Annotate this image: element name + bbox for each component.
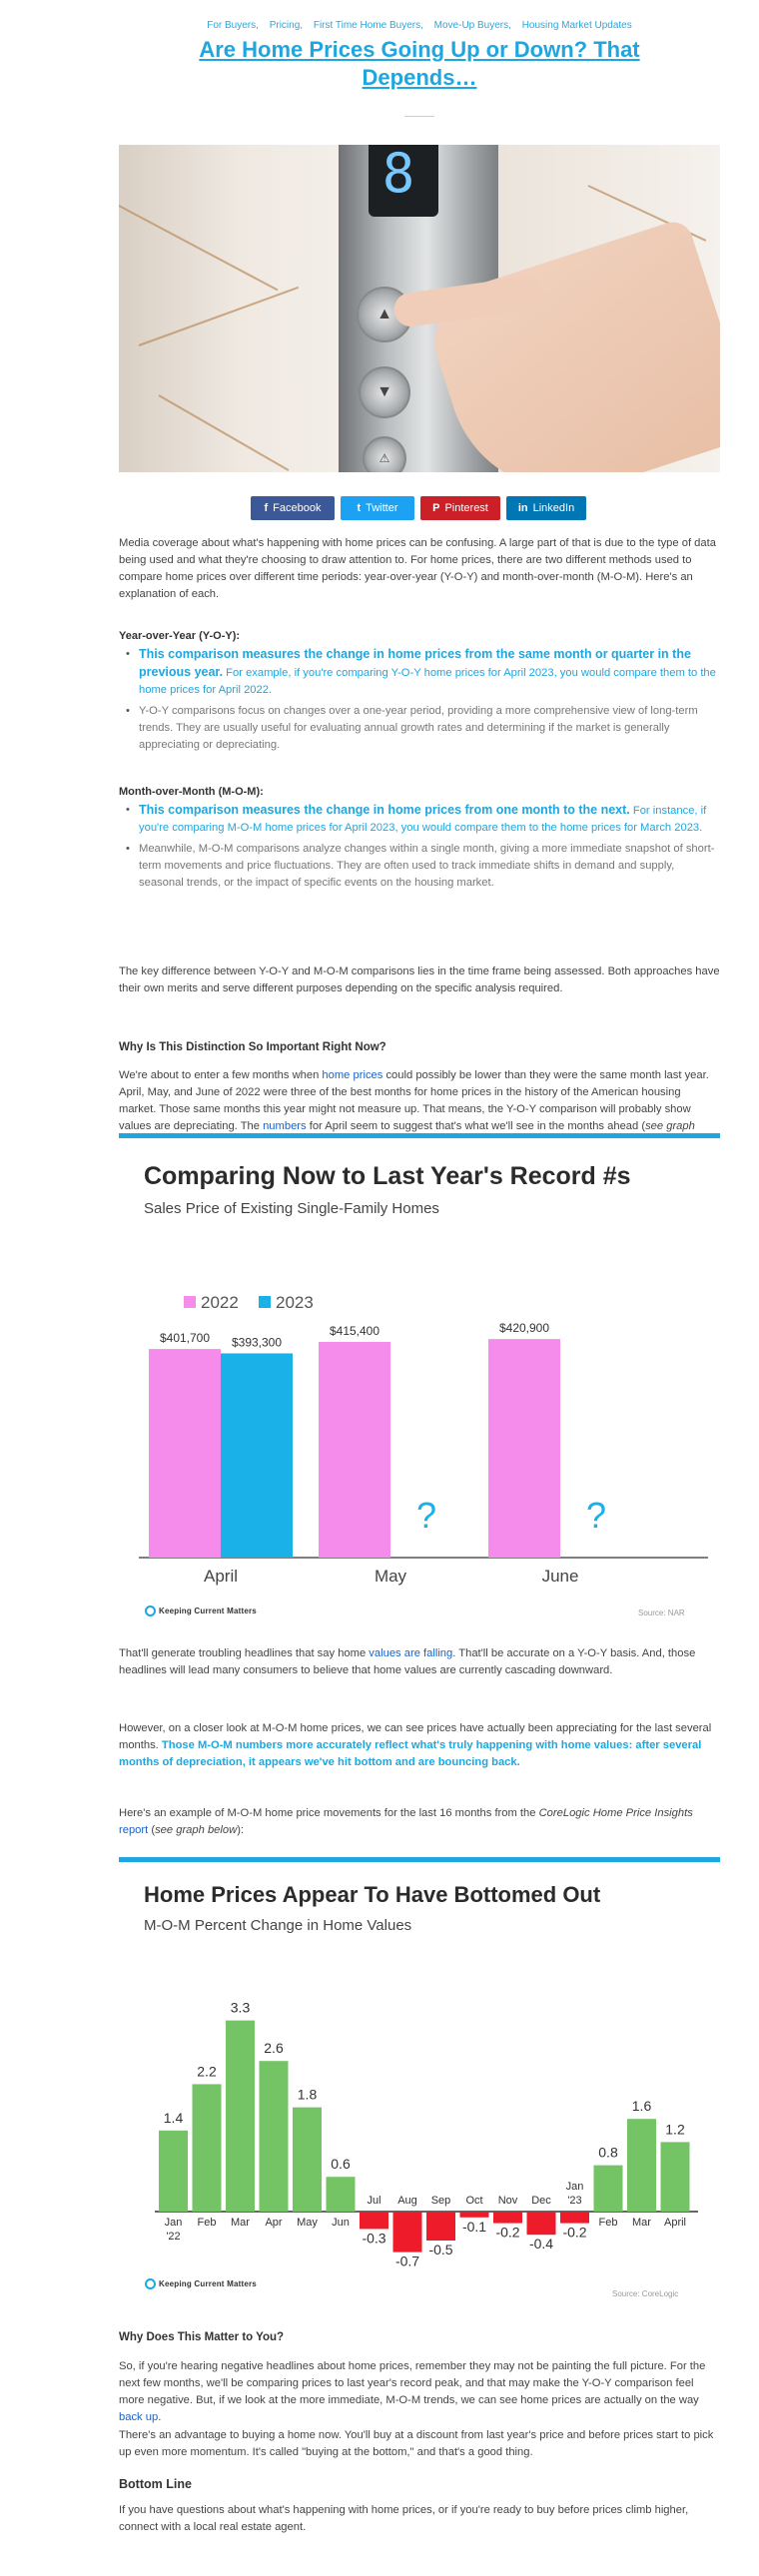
share-linkedin-button[interactable] bbox=[506, 496, 586, 520]
bar-2023-april bbox=[221, 1353, 293, 1558]
x-tick-label: Feb bbox=[598, 2217, 618, 2229]
down-arrow-icon: ▼ bbox=[377, 383, 392, 400]
kcm-logo bbox=[145, 1606, 257, 1616]
data-label: 2.6 bbox=[264, 2040, 284, 2057]
category-link[interactable]: Move-Up Buyers, bbox=[433, 20, 511, 31]
data-label: 1.4 bbox=[163, 2109, 184, 2126]
share-label: LinkedIn bbox=[532, 502, 575, 514]
x-tick-label: Jun bbox=[332, 2217, 350, 2229]
bar-may bbox=[293, 2108, 322, 2212]
data-label: 1.6 bbox=[631, 2098, 652, 2115]
list-text: For example, if you're comparing Y-O-Y home prices for April 2023, you would compare them to the home prices for April 2022. bbox=[139, 667, 716, 696]
x-tick-label: Mar bbox=[231, 2217, 250, 2229]
brand-text: Keeping Current Matters bbox=[159, 1607, 257, 1615]
category-link[interactable]: For Buyers, bbox=[207, 20, 259, 31]
text: We're about to enter a few months when bbox=[119, 1069, 323, 1081]
text: for April seem to suggest that's what we'll see in the months ahead ( bbox=[306, 1120, 646, 1132]
x-tick-label: Jan bbox=[164, 2217, 183, 2229]
however-paragraph bbox=[119, 1720, 720, 1771]
x-tick-label: Jan bbox=[565, 2181, 584, 2193]
matter-paragraph bbox=[119, 2358, 720, 2426]
bar-apr bbox=[260, 2061, 289, 2212]
legend-label: 2022 bbox=[201, 1293, 239, 1312]
category-link[interactable]: Pricing, bbox=[269, 20, 304, 31]
kcm-logo bbox=[145, 2278, 257, 2289]
matter-heading: Why Does This Matter to You? bbox=[119, 2331, 285, 2343]
facebook-icon: f bbox=[264, 502, 269, 514]
chart-1 bbox=[119, 1138, 720, 1627]
text: see graph below bbox=[155, 1824, 238, 1836]
bottom-line-paragraph: If you have questions about what's happening with home prices, or if you're ready to buy before prices climb higher, connect with a local real estate agent. bbox=[119, 2504, 689, 2533]
highlight-text: This comparison measures the change in home prices from one month to the next. bbox=[139, 803, 630, 817]
title-divider bbox=[404, 116, 434, 117]
kcm-logo-icon bbox=[145, 1606, 156, 1616]
marble-vein bbox=[159, 394, 290, 471]
share-label: Pinterest bbox=[444, 502, 488, 514]
bar-sep bbox=[426, 2212, 455, 2241]
bar-jan-23 bbox=[560, 2212, 589, 2224]
bar-oct bbox=[460, 2212, 489, 2218]
data-label: 1.2 bbox=[665, 2121, 685, 2138]
chart-title: Home Prices Appear To Have Bottomed Out bbox=[144, 1882, 601, 1907]
alarm-icon: ⚠ bbox=[379, 451, 390, 465]
data-label: -0.4 bbox=[528, 2236, 554, 2253]
floor-digit: 8 bbox=[381, 145, 415, 205]
text: . bbox=[158, 2411, 162, 2423]
twitter-icon: t bbox=[357, 502, 362, 514]
brand-text: Keeping Current Matters bbox=[159, 2279, 257, 2288]
mom-heading: Month-over-Month (M-O-M): bbox=[119, 786, 264, 798]
x-tick-label: '22 bbox=[166, 2231, 181, 2243]
data-label: -0.3 bbox=[362, 2230, 386, 2247]
bar-aug bbox=[393, 2212, 422, 2253]
x-tick-label: June bbox=[541, 1567, 579, 1586]
list-item bbox=[119, 841, 720, 892]
x-tick-label: May bbox=[374, 1567, 407, 1586]
report-link[interactable]: report bbox=[119, 1824, 149, 1836]
x-tick-label: Oct bbox=[465, 2195, 483, 2207]
pinterest-icon: P bbox=[432, 502, 440, 514]
bar-feb bbox=[193, 2084, 222, 2212]
data-label: 3.3 bbox=[230, 1999, 251, 2016]
bar-mar bbox=[226, 2021, 255, 2212]
bar-mar bbox=[627, 2119, 656, 2212]
values-falling-link[interactable]: values are falling bbox=[369, 1647, 453, 1659]
text: So, if you're hearing negative headlines about home prices, remember they may not be painting the full picture. For the next few months, we'll be comparing prices to last year's record peak, and that may make the Y-O-Y comparison feel more negative. But, if we look at the more immediate, M-O-M trends, we can see home prices are actually on the way bbox=[119, 2360, 706, 2406]
text: However, on a closer look at M-O-M home prices, we can see prices have actually been appreciating for the last several months. bbox=[119, 1722, 712, 1751]
bar-jan-22 bbox=[159, 2131, 188, 2212]
list-item bbox=[119, 703, 720, 754]
yoy-list bbox=[119, 646, 720, 758]
data-label: -0.2 bbox=[495, 2224, 520, 2241]
page-title[interactable]: Are Home Prices Going Up or Down? That Depends… bbox=[199, 37, 640, 90]
data-label: $415,400 bbox=[329, 1323, 380, 1338]
text: That'll generate troubling headlines that say home bbox=[119, 1647, 370, 1659]
key-difference-paragraph: The key difference between Y-O-Y and M-O-M comparisons lies in the time frame being assessed. Both approaches have their own merits and serve different purposes depending on the specific analysis required. bbox=[119, 966, 720, 994]
share-pinterest-button[interactable] bbox=[420, 496, 500, 520]
up-arrow-icon: ▲ bbox=[377, 306, 392, 322]
bar-jun bbox=[327, 2177, 356, 2212]
chart-1-plot bbox=[119, 1138, 720, 1627]
bar-nov bbox=[493, 2212, 522, 2224]
mom-list bbox=[119, 802, 720, 896]
data-label: -0.5 bbox=[428, 2242, 453, 2257]
x-tick-label: Apr bbox=[265, 2217, 283, 2229]
data-label: -0.7 bbox=[394, 2253, 420, 2269]
data-label: $393,300 bbox=[231, 1335, 283, 1350]
bar-2022-june bbox=[488, 1339, 560, 1558]
share-label: Facebook bbox=[273, 502, 322, 514]
share-facebook-button[interactable] bbox=[251, 496, 335, 520]
list-text: Y-O-Y comparisons focus on changes over a one-year period, providing a more comprehensive view of long-term trends. They are usually useful for evaluating annual growth rates and determining if the market is generally appreciating or depreciating. bbox=[139, 705, 698, 751]
question-mark: ? bbox=[585, 1495, 607, 1536]
x-tick-label: Feb bbox=[197, 2217, 217, 2229]
share-twitter-button[interactable] bbox=[341, 496, 414, 520]
x-tick-label: '23 bbox=[567, 2195, 582, 2207]
chart-subtitle: Sales Price of Existing Single-Family Homes bbox=[144, 1200, 439, 1217]
down-button bbox=[359, 366, 410, 418]
advantage-paragraph: There's an advantage to buying a home now. You'll buy at a discount from last year's price and before prices start to pick up even more momentum. It's called "buying at the bottom," and that's a good thing. bbox=[119, 2429, 714, 2458]
chart-subtitle: M-O-M Percent Change in Home Values bbox=[144, 1917, 412, 1934]
linkedin-icon: in bbox=[517, 502, 528, 514]
bar-2022-april bbox=[149, 1349, 221, 1558]
x-tick-label: April bbox=[203, 1567, 239, 1586]
data-label: $420,900 bbox=[498, 1321, 550, 1336]
list-text: For instance, if you're comparing M-O-M home prices for April 2023, you would compare them to the home prices for March 2023. bbox=[139, 805, 707, 834]
category-links bbox=[119, 20, 720, 31]
x-tick-label: Mar bbox=[632, 2217, 651, 2229]
data-label: 0.8 bbox=[598, 2144, 618, 2161]
text: . That'll be accurate on a Y-O-Y basis. And, those headlines will lead many consumers to believe that home values are currently cascading downward. bbox=[119, 1647, 696, 1676]
data-label: -0.2 bbox=[562, 2224, 587, 2241]
category-link[interactable]: First Time Home Buyers, bbox=[313, 20, 423, 31]
list-text: Meanwhile, M-O-M comparisons analyze changes within a single month, giving a more immediate snapshot of short-term movements and price fluctuations. They are often used to track immediate shifts in demand and supply, seasonal trends, or the impact of specific events on the housing market. bbox=[139, 843, 715, 889]
legend-label: 2023 bbox=[276, 1293, 314, 1312]
kcm-logo-icon bbox=[145, 2278, 156, 2289]
chart-source: Source: NAR bbox=[638, 1609, 685, 1617]
yoy-heading: Year-over-Year (Y-O-Y): bbox=[119, 630, 241, 642]
data-label: 1.8 bbox=[297, 2086, 318, 2103]
category-link[interactable]: Housing Market Updates bbox=[521, 20, 632, 31]
bottom-line-heading: Bottom Line bbox=[119, 2477, 192, 2491]
share-label: Twitter bbox=[366, 502, 398, 514]
x-tick-label: May bbox=[297, 2217, 318, 2229]
bar-feb bbox=[594, 2166, 623, 2212]
list-item bbox=[119, 646, 720, 699]
data-label: 2.2 bbox=[197, 2063, 217, 2080]
bar-dec bbox=[527, 2212, 556, 2235]
data-label: -0.1 bbox=[461, 2218, 487, 2235]
text: could possibly be lower than they were the same month last year. April, May, and June of 2022 were three of the best months for home prices in the history of the American housing market. Those same months this year might not measure up. That means, the Y-O-Y comparison will probably show values are depreciating. The bbox=[119, 1069, 709, 1132]
back-up-link[interactable]: back up bbox=[119, 2411, 159, 2423]
data-label: $401,700 bbox=[159, 1331, 211, 1346]
why-heading: Why Is This Distinction So Important Right Now? bbox=[119, 1041, 386, 1053]
text: Here's an example of M-O-M home price movements for the last 16 months from the bbox=[119, 1807, 539, 1819]
home-prices-link[interactable]: home prices bbox=[322, 1069, 383, 1081]
x-tick-label: Nov bbox=[497, 2195, 518, 2207]
alarm-button bbox=[363, 436, 406, 472]
list-item bbox=[119, 802, 720, 837]
x-tick-label: Dec bbox=[531, 2195, 551, 2207]
x-tick-label: Sep bbox=[430, 2195, 451, 2207]
x-tick-label: Jul bbox=[367, 2195, 381, 2207]
text: ( bbox=[148, 1824, 156, 1836]
highlight-text: This comparison measures the change in home prices from the same month or quarter in the previous year. bbox=[139, 647, 691, 679]
after-chart-paragraph bbox=[119, 1645, 720, 1679]
question-mark: ? bbox=[415, 1495, 437, 1536]
data-label: 0.6 bbox=[331, 2156, 351, 2173]
marble-vein bbox=[139, 287, 299, 346]
bar-jul bbox=[360, 2212, 388, 2229]
x-tick-label: April bbox=[663, 2217, 687, 2229]
example-paragraph bbox=[119, 1805, 720, 1839]
x-tick-label: Aug bbox=[397, 2195, 417, 2207]
highlight-text: Those M-O-M numbers more accurately reflect what's truly happening with home values: after several months of depreciation, it appears we've hit bottom and are bouncing back. bbox=[119, 1739, 702, 1768]
chart-source: Source: CoreLogic bbox=[612, 2289, 679, 2298]
chart-2 bbox=[119, 1862, 720, 2301]
marble-vein bbox=[119, 205, 278, 291]
text: CoreLogic Home Price Insights bbox=[538, 1807, 693, 1819]
bar-april bbox=[661, 2142, 690, 2212]
intro-paragraph: Media coverage about what's happening with home prices can be confusing. A large part of that is due to the type of data being used and what they're choosing to draw attention to. For home prices, there are two different methods used to compare home prices over different time periods: year-over-year (Y-O-Y) and month-over-month (M-O-M). Here's an explanation of each. bbox=[119, 537, 716, 600]
hero-image bbox=[119, 145, 720, 472]
text: see graph bbox=[645, 1120, 695, 1132]
bar-2022-may bbox=[319, 1342, 390, 1558]
numbers-link[interactable]: numbers bbox=[263, 1120, 307, 1132]
chart-2-plot bbox=[119, 1862, 720, 2301]
chart-title: Comparing Now to Last Year's Record #s bbox=[144, 1162, 631, 1190]
text: ): bbox=[237, 1824, 245, 1836]
